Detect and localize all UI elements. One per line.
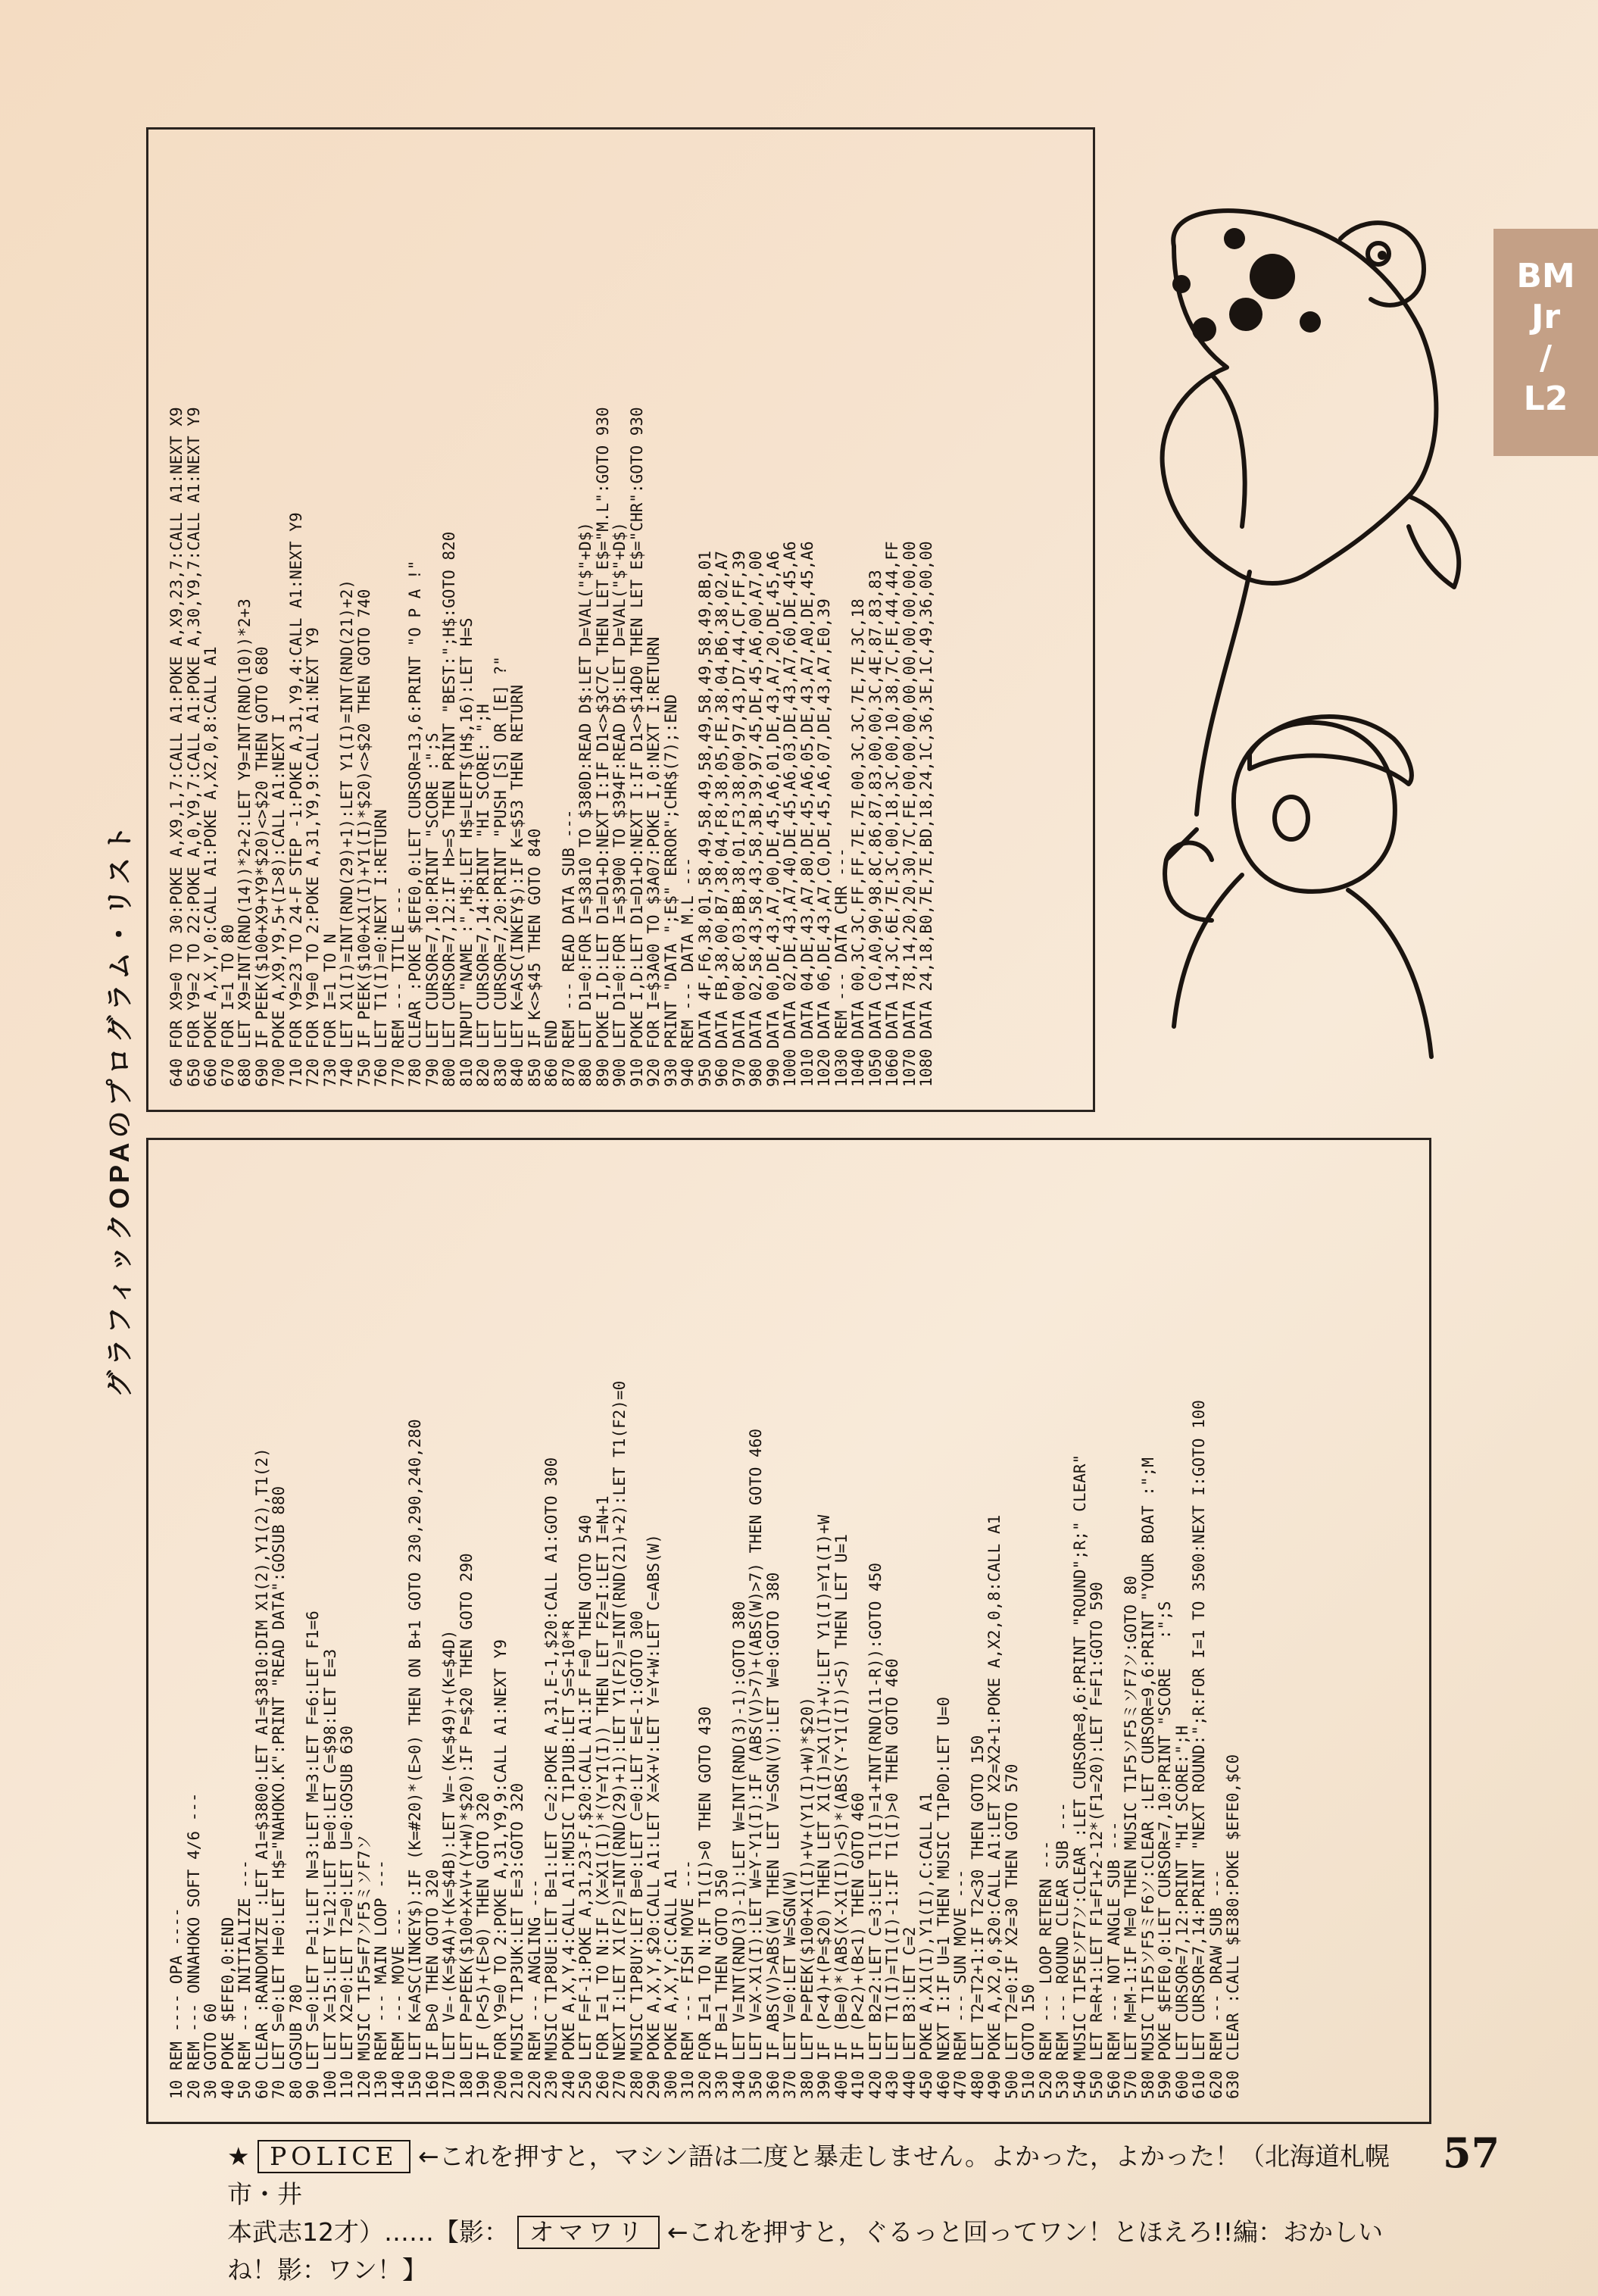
listing-line: 1070 DATA 78,14,20,20,30,7C,FE,00,00,00,00,00,00,00,00,00 <box>900 541 919 1087</box>
listing-line: 630 CLEAR :CALL $E380:POKE $EFE0,$C0 <box>1224 1754 1242 2099</box>
listing-line: 760 LET T1(I)=0:NEXT I:RETURN <box>372 809 390 1087</box>
listing-line: 190 IF (P<5)+(E>0) THEN GOTO 320 <box>474 1792 492 2099</box>
listing-line: 870 REM --- READ DATA SUB --- <box>559 809 578 1087</box>
listing-line: 840 LET K=ASC(INKEY$):IF K=$53 THEN RETURN <box>508 684 526 1087</box>
listing-line: 960 DATA FB,38,00,B7,38,04,F8,38,05,FE,38,04,B6,38,02,A7 <box>713 550 731 1087</box>
owari-comment: ←これを押すと，ぐるっと回ってワン！とほえろ!!編：おかしいね！影：ワン！】 <box>227 2217 1384 2285</box>
listing-line: 240 POKE A,X,Y,4:CALL A1:MUSIC T1P1UB:LET S=S+10*R <box>559 1620 578 2099</box>
listing-line: 50 REM --- INITIALIZE --- <box>236 1859 254 2099</box>
fisherman-illustration <box>1121 193 1484 1064</box>
listing-box-left <box>146 1138 1431 2124</box>
side-tab-line3: / <box>1539 339 1553 377</box>
listing-line: 790 LET CURSOR=7,10:PRINT "SCORE :";S <box>423 733 442 1087</box>
listing-line: 310 REM --- FISH MOVE --- <box>679 1859 697 2099</box>
listing-line: 1000 DATA 02,DE,43,A7,40,DE,45,A6,03,DE,43,A7,60,DE,45,A6 <box>781 541 799 1087</box>
listing-line: 910 POKE I,D:LET D1=D1+D:NEXT I:IF D1<>$14D0 THEN LET E$="CHR":GOTO 930 <box>627 407 646 1087</box>
listing-line: 710 FOR Y9=23 TO 24-F STEP -1:POKE A,31,Y9,4:CALL A1:NEXT Y9 <box>286 512 305 1087</box>
listing-line: 620 REM --- DRAW SUB --- <box>1206 1869 1225 2099</box>
listing-line: 1010 DATA 04,DE,43,A7,80,DE,45,A6,05,DE,43,A7,A0,DE,45,A6 <box>797 541 816 1087</box>
listing-line: 750 IF PEEK($100+X1(I)+Y1(I)*$20)<>$20 THEN GOTO 740 <box>354 589 373 1087</box>
side-tab-line2: Jr <box>1531 298 1561 336</box>
listing-line: 880 LET D1=0:FOR I=$3810 TO $380D:READ D$:LET D=VAL("$"+D$) <box>576 522 595 1087</box>
listing-line: 610 LET CURSOR=7,14:PRINT "NEXT ROUND:";R:FOR I=1 TO 3500:NEXT I:GOTO 100 <box>1190 1400 1208 2099</box>
listing-line: 800 LET CURSOR=7,12:IF H>=S THEN PRINT "BEST:";H$:GOTO 820 <box>440 531 458 1087</box>
page-number: 57 <box>1443 2129 1500 2177</box>
listing-line: 80 GOSUB 780 <box>286 1984 305 2099</box>
listing-line: 300 POKE A,X,Y,C:CALL A1 <box>661 1869 680 2099</box>
listing-line: 340 LET V=INT(RND(3)-1):LET W=INT(RND(3)-1):GOTO 380 <box>729 1601 748 2099</box>
listing-line: 460 NEXT I:IF U=1 THEN MUSIC T1P0D:LET U=0 <box>934 1696 953 2099</box>
listing-line: 850 IF K<>$45 THEN GOTO 840 <box>525 828 544 1087</box>
listing-line: 860 END <box>542 1020 560 1087</box>
listing-line: 540 MUSIC T1F5EソF7ソ:CLEAR :LET CURSOR=8,6:PRINT "ROUND";R;" CLEAR" <box>1070 1454 1089 2099</box>
listing-line: 510 GOTO 150 <box>1019 1984 1038 2099</box>
listing-line: 270 NEXT I:LET X1(F2)=INT(RND(29)+1):LET Y1(F2)=INT(RND(21)+2):LET T1(F2)=0 <box>610 1380 629 2099</box>
listing-line: 1050 DATA C0,A0,90,98,8C,86,87,83,00,00,3C,4E,87,83,83 <box>866 570 885 1087</box>
listing-line: 350 LET V=X-X1(I):LET W=Y-Y1(I):IF (ABS(V)>7)+(ABS(W)>7) THEN GOTO 460 <box>747 1428 765 2099</box>
listing-line: 650 FOR Y9=2 TO 22:POKE A,0,Y9,7:CALL A1:POKE A,30,Y9,7:CALL A1:NEXT Y9 <box>184 407 203 1087</box>
listing-line: 1080 DATA 24,18,B0,7E,7E,BD,18,24,1C,36,3E,1C,49,36,00,00 <box>917 541 935 1087</box>
listing-line: 680 LET X9=INT(RND(14))*2+2:LET Y9=INT(RND(10))*2+3 <box>236 598 254 1087</box>
listing-line: 1060 DATA 14,3C,6E,7E,3C,00,18,3C,00,10,38,7C,FE,44,44,FF <box>883 541 901 1087</box>
listing-line: 890 POKE I,D:LET D1=D1+D:NEXT I:IF D1<>$3C7C THEN LET E$="M.L":GOTO 930 <box>593 407 612 1087</box>
listing-line: 280 MUSIC T1P8UY:LET B=0:LET C=0:LET E=E-1:GOTO 300 <box>627 1610 646 2099</box>
listing-line: 780 CLEAR :POKE $EFE0,0:LET CURSOR=13,6:PRINT "O P A !" <box>406 560 424 1087</box>
listing-line: 900 LET D1=0:FOR I=$3900 TO $394F:READ D$:LET D=VAL("$"+D$) <box>610 522 629 1087</box>
listing-line: 220 REM --- ANGLING --- <box>525 1879 544 2099</box>
listing-line: 950 DATA 4F,F6,38,01,58,49,58,49,58,49,58,49,58,49,8B,01 <box>695 550 714 1087</box>
listing-line: 430 LET T1(I)=T1(I)-1:IF T1(I)>0 THEN GOTO 460 <box>883 1658 901 2099</box>
listing-line: 330 IF B=1 THEN GOTO 350 <box>713 1869 731 2099</box>
program-listing-left <box>148 1138 1431 2122</box>
listing-line: 530 REM --- ROUND CLEAR SUB --- <box>1053 1802 1072 2099</box>
reader-comment-footer <box>227 2138 1409 2289</box>
listing-line: 360 IF ABS(V)>ABS(W) THEN LET V=SGN(V):LET W=0:GOTO 380 <box>763 1572 782 2099</box>
listing-line: 370 LET V=0:LET W=SGN(W) <box>781 1869 799 2099</box>
listing-line: 90 LET S=0:LET P=1:LET N=3:LET M=3:LET F=6:LET F1=6 <box>304 1610 322 2099</box>
series-side-tab <box>1493 229 1598 456</box>
listing-line: 1030 REM --- DATA CHR --- <box>832 847 850 1087</box>
listing-line: 200 FOR Y9=0 TO 2:POKE A,31,Y9,9:CALL A1:NEXT Y9 <box>491 1639 510 2099</box>
listing-line: 60 CLEAR :RANDOMIZE :LET A1=$3800:LET A1=$3810:DIM X1(2),Y1(2),T1(2) <box>252 1448 271 2099</box>
comment-author: 本武志12才）…… <box>227 2217 434 2247</box>
listing-line: 690 IF PEEK($100+X9+Y9*$20)<>$20 THEN GOTO 680 <box>252 646 271 1087</box>
editor-bracket-open: 【影： <box>434 2217 509 2247</box>
side-tab-line1: BM <box>1516 257 1575 295</box>
footer-line1 <box>227 2138 1409 2213</box>
listing-line: 420 LET B2=2:LET C=3:LET T1(I)=1+INT(RND(11-R)):GOTO 450 <box>866 1562 885 2099</box>
listing-line: 40 POKE $EFE0,0:END <box>218 1916 237 2099</box>
listing-line: 1040 DATA 00,3C,3C,FF,FF,7E,7E,00,3C,3C,7E,7E,3C,18 <box>849 598 867 1087</box>
listing-line: 590 POKE $EFE0,0:LET CURSOR=7,10:PRINT "SCORE :";S <box>1156 1601 1174 2099</box>
listing-line: 520 REM --- LOOP RETERN --- <box>1036 1840 1055 2099</box>
listing-line: 230 MUSIC T1P8UE:LET B=1:LET C=2:POKE A,31,E-1,$20:CALL A1:GOTO 300 <box>542 1457 560 2099</box>
listing-line: 820 LET CURSOR=7,14:PRINT "HI SCORE: ";H <box>474 704 492 1087</box>
police-key-label: POLICE <box>257 2140 410 2173</box>
listing-line: 930 PRINT "DATA ";E$" ERROR";CHR$(7);:END <box>661 694 680 1087</box>
listing-box-right <box>146 127 1095 1112</box>
listing-line: 480 LET T2=T2+1:IF T2<30 THEN GOTO 150 <box>968 1735 987 2099</box>
listing-line: 110 LET X2=0:LET T2=0:LET U=0:GOSUB 630 <box>338 1725 356 2099</box>
listing-line: 450 POKE A,X1(I),Y1(I),C:CALL A1 <box>917 1792 935 2099</box>
listing-line: 70 LET S=0:LET H=0:LET H$="NAHOKO.K":PRINT "READ DATA":GOSUB 880 <box>270 1485 288 2099</box>
listing-line: 990 DATA 00,DE,43,A7,00,DE,45,A6,01,DE,43,A7,20,DE,45,A6 <box>763 550 782 1087</box>
side-tab-line4: L2 <box>1523 380 1568 418</box>
listing-line: 600 LET CURSOR=7,12:PRINT "HI SCORE:";H <box>1172 1725 1191 2099</box>
listing-line: 140 REM --- MOVE --- <box>389 1907 407 2099</box>
program-listing-right <box>148 127 1095 1110</box>
listing-line: 250 LET F=F-1:POKE A,31,23-F,$20:CALL A1:IF F=0 THEN GOTO 540 <box>576 1514 595 2099</box>
listing-line: 440 LET B3:LET C=2 <box>900 1926 919 2099</box>
listing-line: 210 MUSIC T1P3UK:LET E=3:GOTO 320 <box>508 1782 526 2099</box>
listing-line: 570 LET M=M-1:IF M=0 THEN MUSIC T1F5ソF5ミソF7ソ:GOTO 80 <box>1122 1576 1140 2099</box>
police-comment: ←これを押すと，マシン語は二度と暴走しません。よかった，よかった！（北海道札幌市・井 <box>227 2141 1390 2209</box>
listing-line: 150 LET K=ASC(INKEY$):IF (K=#20)*(E>0) THEN ON B+1 GOTO 230,290,240,280 <box>406 1419 424 2099</box>
listing-line: 550 LET R=R+1:LET F1=F1+2-12*(F1=20):LET F=F1:GOTO 590 <box>1088 1582 1106 2099</box>
listing-line: 380 LET P=PEEK($100+X1(I)+V+(Y1(I)+W)*$20) <box>797 1696 816 2099</box>
listing-line: 940 REM --- DATA M.L --- <box>679 857 697 1087</box>
listing-line: 170 LET V=-(K=$4A)+(K=$4B):LET W=-(K=$49)+(K=$4D) <box>440 1629 458 2099</box>
listing-line: 830 LET CURSOR=7,20:PRINT "PUSH [S] OR [E] ?" <box>491 656 510 1087</box>
listing-line: 180 LET P=PEEK($100+X+V+(Y+W)*$20):IF P=$20 THEN GOTO 290 <box>457 1553 476 2099</box>
page-title: グラフィックOPAのプログラム・リスト <box>104 820 135 1398</box>
listing-line: 120 MUSIC T1F5=F7ソF5ミソF7ソ <box>354 1834 373 2099</box>
owari-key-label: オマワリ <box>517 2216 660 2249</box>
listing-line: 770 REM --- TITLE --- <box>389 886 407 1087</box>
listing-line: 30 GOTO 60 <box>201 2003 220 2099</box>
listing-line: 980 DATA 02,58,43,58,43,58,3B,39,97,45,DE,45,A6,00,A7,00 <box>747 550 765 1087</box>
listing-line: 320 FOR I=1 TO N:IF T1(I)>0 THEN GOTO 430 <box>695 1706 714 2099</box>
listing-line: 410 IF (P<2)+(B<1) THEN GOTO 460 <box>849 1792 867 2099</box>
listing-line: 970 DATA 00,8C,03,BB,38,01,F3,38,00,97,43,D7,44,CF,FF,39 <box>729 550 748 1087</box>
listing-line: 720 FOR Y9=0 TO 2:POKE A,31,Y9,9:CALL A1:NEXT Y9 <box>304 627 322 1087</box>
listing-line: 810 INPUT "NAME :",H$:LET H$=LEFT$(H$,16):LET H=S <box>457 617 476 1087</box>
listing-line: 1020 DATA 06,DE,43,A7,C0,DE,45,A6,07,DE,43,A7,E0,39 <box>815 598 833 1087</box>
listing-line: 730 FOR I=1 TO N <box>320 933 339 1087</box>
listing-line: 130 REM --- MAIN LOOP --- <box>372 1859 390 2099</box>
listing-line: 490 POKE A,X2,0,$20:CALL A1:LET X2=X2+1:POKE A,X2,0,8:CALL A1 <box>985 1514 1003 2099</box>
listing-line: 20 REM --- ONNAHOKO SOFT 4/6 --- <box>184 1792 203 2099</box>
listing-line: 560 REM --- NOT ANGLE SUB --- <box>1104 1821 1123 2099</box>
listing-line: 740 LET X1(I)=INT(RND(29)+1):LET Y1(I)=INT(RND(21)+2) <box>338 579 356 1087</box>
listing-line: 160 IF B>0 THEN GOTO 320 <box>423 1869 442 2099</box>
listing-line: 100 LET X=15:LET Y=12:LET B=0:LET C=$98:LET E=3 <box>320 1648 339 2099</box>
listing-line: 290 POKE A,X,Y,$20:CALL A1:LET X=X+V:LET Y=Y+W:LET C=ABS(W) <box>645 1534 663 2099</box>
listing-line: 260 FOR I=1 TO N:IF (X=X1(I))*(Y=Y1(I)) THEN LET F2=I:LET I=N+1 <box>593 1495 612 2099</box>
listing-line: 580 MUSIC T1F5ソF5ミF6ソ:CLEAR :LET CURSOR=9,6:PRINT "YOUR BOAT :";M <box>1138 1457 1157 2099</box>
star-icon: ★ <box>227 2141 250 2171</box>
listing-line: 670 FOR I=1 TO 80 <box>218 924 237 1087</box>
listing-line: 500 LET T2=0:IF X2=30 THEN GOTO 570 <box>1002 1763 1021 2099</box>
listing-line: 920 FOR I=$3A00 TO $3A07:POKE I,0:NEXT I:RETURN <box>645 636 663 1087</box>
listing-line: 390 IF (P<4)+(P=$20) THEN LET X1(I)=X1(I)+V:LET Y1(I)=Y1(I)+W <box>815 1514 833 2099</box>
listing-line: 660 POKE A,X,Y,0:CALL A1:POKE A,X2,0,8:CALL A1 <box>201 646 220 1087</box>
listing-line: 10 REM ---- OPA ---- <box>167 1907 186 2099</box>
footer-line2 <box>227 2213 1409 2289</box>
listing-line: 640 FOR X9=0 TO 30:POKE A,X9,1,7:CALL A1:POKE A,X9,23,7:CALL A1:NEXT X9 <box>167 407 186 1087</box>
listing-line: 700 POKE A,X9,Y9,5+(I>8):CALL A1:NEXT I <box>270 713 288 1087</box>
listing-line: 400 IF (B=0)*(ABS(X-X1(I))<5)*(ABS(Y-Y1(I))<5) THEN LET U=1 <box>832 1534 850 2099</box>
listing-line: 470 REM --- SUN MOVE --- <box>951 1869 969 2099</box>
